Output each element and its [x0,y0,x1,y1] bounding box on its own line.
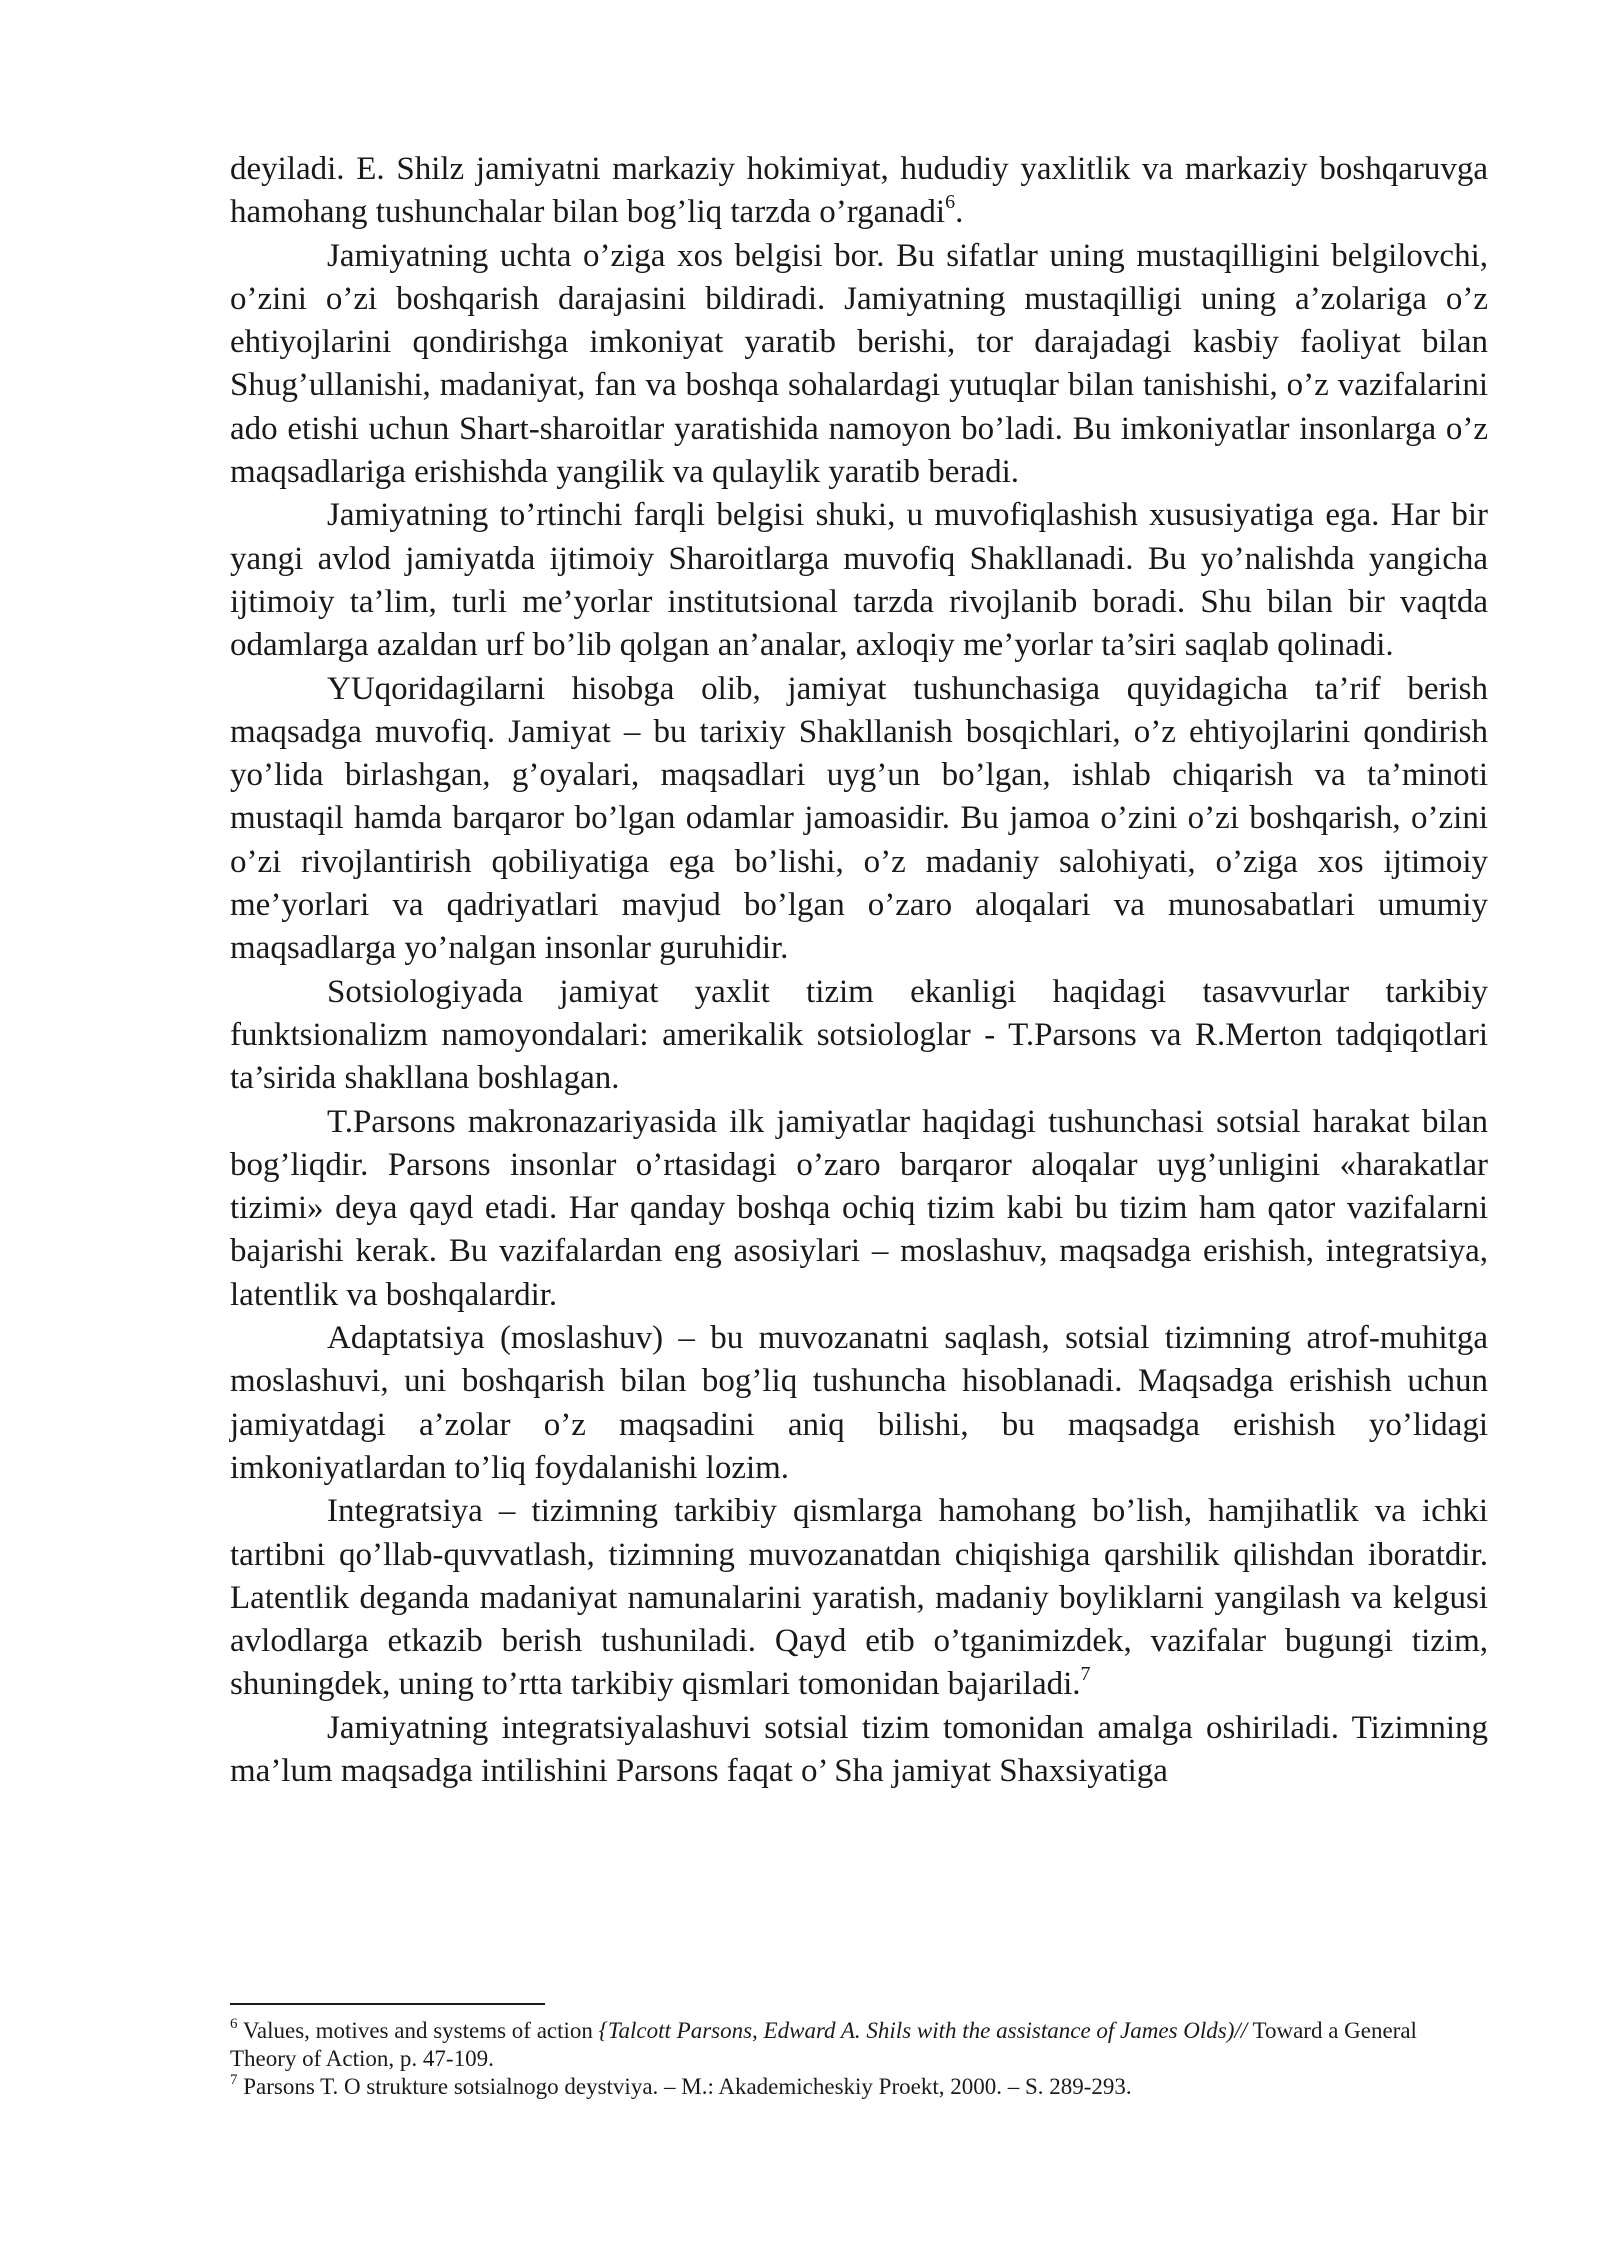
footnote-ref-6: 6 [945,191,956,214]
document-body [230,148,1488,1793]
paragraph-9: Jamiyatning integratsiyalashuvi sotsial tizim tomonidan amalga oshiriladi. Tizimning ma’lum maqsadga intilishini Parsons faqat o’ Sha jamiyat Shaxsiyatiga [230,1709,1488,1789]
footnote-text: Parsons T. O strukture sotsialnogo deystviya. – M.: Akademicheskiy Proekt, 2000. – S. 289-293. [237,2074,1132,2099]
footnote-text: Toward a General Theory of Action, p. 47-109. [230,2018,1417,2071]
paragraph-4: YUqoridagilarni hisobga olib, jamiyat tushunchasiga quyidagicha ta’rif berish maqsadga muvofiq. Jamiyat – bu tarixiy Shakllanish bosqichlari, o’z ehtiyojlarini qondirish yo’lida birlashgan, g’oyalari, maqsadlari uyg’un bo’lgan, ishlab chiqarish va ta’minoti mustaqil hamda barqaror bo’lgan odamlar jamoasidir. Bu jamoa o’zini o’zi boshqarish, o’zini o’zi rivojlantirish qobiliyatiga ega bo’lishi, o’z madaniy salohiyati, o’ziga xos ijtimoiy me’yorlari va qadriyatlari mavjud bo’lgan o’zaro aloqalari va munosabatlari umumiy maqsadlarga yo’nalgan insonlar guruhidir. [230,670,1488,967]
paragraph-1 [230,148,1488,235]
footnote-6 [230,2017,1488,2073]
paragraph-2: Jamiyatning uchta o’ziga xos belgisi bor. Bu sifatlar uning mustaqilligini belgilovchi, o’zini o’zi boshqarish darajasini bildiradi. Jamiyatning mustaqilligi uning a’zolariga o’z ehtiyojlarini qondirishga imkoniyat yaratib berishi, tor darajadagi kasbiy faoliyat bilan Shug’ullanishi, madaniyat, fan va boshqa sohalardagi yutuqlar bilan tanishishi, o’z vazifalarini ado etishi uchun Shart-sharoitlar yaratishida namoyon bo’ladi. Bu imkoniyatlar insonlarga o’z maqsadlariga erishishda yangilik va qulaylik yaratib beradi. [230,237,1488,491]
paragraph-3: Jamiyatning to’rtinchi farqli belgisi shuki, u muvofiqlashish xususiyatiga ega. Har bir yangi avlod jamiyatda ijtimoiy Sharoitlarga muvofiq Shakllanadi. Bu yo’nalishda yangicha ijtimoiy ta’lim, turli me’yorlar institutsional tarzda rivojlanib boradi. Shu bilan bir vaqtda odamlarga azaldan urf bo’lib qolgan an’analar, axloqiy me’yorlar ta’siri saqlab qolinadi. [230,497,1488,664]
paragraph-text: Integratsiya – tizimning tarkibiy qismlarga hamohang bo’lish, hamjihatlik va ichki tartibni qo’llab-quvvatlash, tizimning muvozanatdan chiqishiga qarshilik qilishdan iboratdir. Latentlik deganda madaniyat namunalarini yaratish, madaniy boyliklarni yangilash va kelgusi avlodlarga etkazib berish tushuniladi. Qayd etib o’tganimizdek, vazifalar bugungi tizim, shuningdek, uning to’rtta tarkibiy qismlari tomonidan bajariladi. [230,1493,1488,1703]
footnote-italic-text: {Talcott Parsons, Edward A. Shils with the assistance of James Olds)// [598,2018,1248,2043]
paragraph-7: Adaptatsiya (moslashuv) – bu muvozanatni saqlash, sotsial tizimning atrof-muhitga moslashuvi, uni boshqarish bilan bog’liq tushuncha hisoblanadi. Maqsadga erishish uchun jamiyatdagi a’zolar o’z maqsadini aniq bilishi, bu maqsadga erishish yo’lidagi imkoniyatlardan to’liq foydalanishi lozim. [230,1320,1488,1486]
footnotes-section [230,2003,1488,2101]
footnote-ref-7: 7 [1080,1663,1091,1686]
paragraph-5: Sotsiologiyada jamiyat yaxlit tizim ekanligi haqidagi tasavvurlar tarkibiy funktsionalizm namoyondalari: amerikalik sotsiologlar - T.Parsons va R.Merton tadqiqotlari ta’sirida shakllana boshlagan. [230,973,1488,1097]
paragraph-text: deyiladi. E. Shilz jamiyatni markaziy hokimiyat, hududiy yaxlitlik va markaziy boshqaruvga hamohang tushunchalar bilan bog’liq tarzda o’rganadi [230,151,1488,231]
paragraph-6: T.Parsons makronazariyasida ilk jamiyatlar haqidagi tushunchasi sotsial harakat bilan bog’liqdir. Parsons insonlar o’rtasidagi o’zaro barqaror aloqalar uyg’unligini «harakatlar tizimi» deya qayd etadi. Har qanday boshqa ochiq tizim kabi bu tizim ham qator vazifalarni bajarishi kerak. Bu vazifalardan eng asosiylari – moslashuv, maqsadga erishish, integratsiya, latentlik va boshqalardir. [230,1103,1488,1313]
footnote-number: 6 [230,2016,238,2033]
footnote-number: 7 [230,2072,238,2089]
footnote-7 [230,2073,1488,2101]
footnote-divider [230,2003,545,2005]
paragraph-text: . [955,194,964,231]
footnote-text: Values, motives and systems of action [237,2018,599,2043]
paragraph-8 [230,1490,1488,1706]
